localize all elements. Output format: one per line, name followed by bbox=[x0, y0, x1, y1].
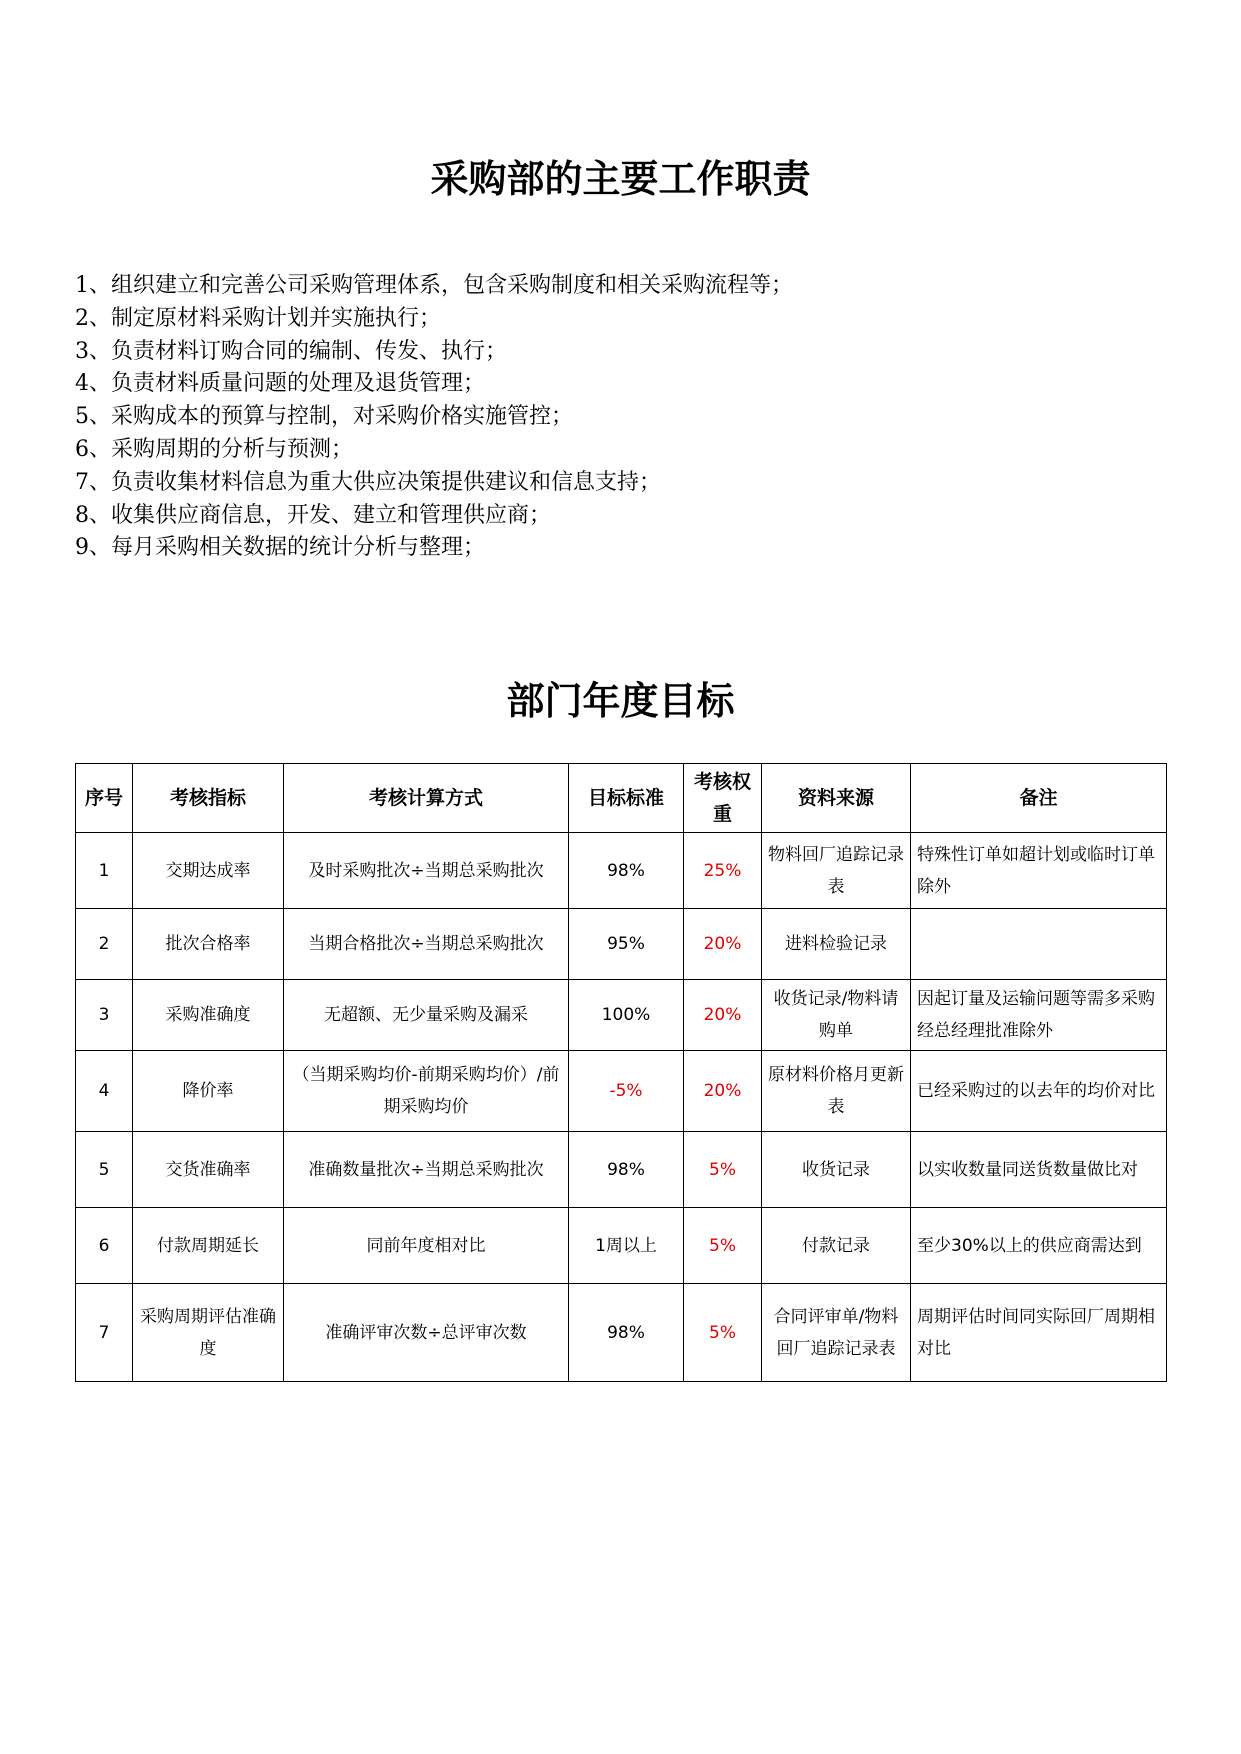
duty-item: 6、采购周期的分析与预测； bbox=[75, 436, 353, 462]
header-target: 目标标准 bbox=[569, 764, 684, 833]
cell-remark: 至少30%以上的供应商需达到 bbox=[911, 1208, 1167, 1284]
cell-weight: 20% bbox=[684, 1051, 762, 1132]
header-indicator: 考核指标 bbox=[133, 764, 284, 833]
cell-target: 98% bbox=[569, 1132, 684, 1208]
cell-weight: 5% bbox=[684, 1132, 762, 1208]
cell-index: 1 bbox=[76, 833, 133, 909]
cell-remark bbox=[911, 909, 1167, 980]
header-source: 资料来源 bbox=[762, 764, 911, 833]
table-row bbox=[76, 1051, 1167, 1132]
header-method: 考核计算方式 bbox=[284, 764, 569, 833]
header-index: 序号 bbox=[76, 764, 133, 833]
cell-target: 100% bbox=[569, 980, 684, 1051]
cell-source: 付款记录 bbox=[762, 1208, 911, 1284]
cell-method: （当期采购均价-前期采购均价）/前期采购均价 bbox=[284, 1051, 569, 1132]
header-remark: 备注 bbox=[911, 764, 1167, 833]
cell-remark: 周期评估时间同实际回厂周期相对比 bbox=[911, 1284, 1167, 1382]
duty-item: 8、收集供应商信息，开发、建立和管理供应商； bbox=[75, 502, 551, 528]
cell-target: 98% bbox=[569, 833, 684, 909]
cell-source: 进料检验记录 bbox=[762, 909, 911, 980]
cell-index: 6 bbox=[76, 1208, 133, 1284]
cell-source: 物料回厂追踪记录表 bbox=[762, 833, 911, 909]
goals-table bbox=[75, 763, 1167, 1382]
cell-method: 当期合格批次÷当期总采购批次 bbox=[284, 909, 569, 980]
cell-index: 2 bbox=[76, 909, 133, 980]
cell-source: 收货记录 bbox=[762, 1132, 911, 1208]
cell-source: 收货记录/物料请购单 bbox=[762, 980, 911, 1051]
cell-method: 及时采购批次÷当期总采购批次 bbox=[284, 833, 569, 909]
table-row bbox=[76, 1208, 1167, 1284]
duty-item: 5、采购成本的预算与控制，对采购价格实施管控； bbox=[75, 404, 573, 430]
cell-source: 原材料价格月更新表 bbox=[762, 1051, 911, 1132]
duty-item: 3、负责材料订购合同的编制、传发、执行； bbox=[75, 338, 507, 364]
cell-indicator: 采购准确度 bbox=[133, 980, 284, 1051]
cell-index: 4 bbox=[76, 1051, 133, 1132]
cell-target: 1周以上 bbox=[569, 1208, 684, 1284]
duties-title: 采购部的主要工作职责 bbox=[430, 157, 811, 201]
table-row bbox=[76, 909, 1167, 980]
table-header-row bbox=[76, 764, 1167, 833]
cell-indicator: 批次合格率 bbox=[133, 909, 284, 980]
duties-list bbox=[75, 270, 793, 565]
cell-weight: 25% bbox=[684, 833, 762, 909]
cell-index: 3 bbox=[76, 980, 133, 1051]
cell-indicator: 交期达成率 bbox=[133, 833, 284, 909]
cell-weight: 5% bbox=[684, 1284, 762, 1382]
table-row bbox=[76, 1132, 1167, 1208]
cell-target: 98% bbox=[569, 1284, 684, 1382]
header-weight: 考核权重 bbox=[684, 764, 762, 833]
cell-target: -5% bbox=[569, 1051, 684, 1132]
cell-method: 准确评审次数÷总评审次数 bbox=[284, 1284, 569, 1382]
table-row bbox=[76, 1284, 1167, 1382]
cell-remark: 以实收数量同送货数量做比对 bbox=[911, 1132, 1167, 1208]
cell-index: 7 bbox=[76, 1284, 133, 1382]
cell-remark: 特殊性订单如超计划或临时订单除外 bbox=[911, 833, 1167, 909]
cell-method: 同前年度相对比 bbox=[284, 1208, 569, 1284]
duty-item: 7、负责收集材料信息为重大供应决策提供建议和信息支持； bbox=[75, 469, 661, 495]
cell-target: 95% bbox=[569, 909, 684, 980]
cell-remark: 已经采购过的以去年的均价对比 bbox=[911, 1051, 1167, 1132]
cell-indicator: 付款周期延长 bbox=[133, 1208, 284, 1284]
cell-weight: 5% bbox=[684, 1208, 762, 1284]
cell-weight: 20% bbox=[684, 909, 762, 980]
cell-method: 无超额、无少量采购及漏采 bbox=[284, 980, 569, 1051]
table-row bbox=[76, 833, 1167, 909]
cell-remark: 因起订量及运输问题等需多采购经总经理批准除外 bbox=[911, 980, 1167, 1051]
goals-title: 部门年度目标 bbox=[506, 679, 735, 723]
duty-item: 1、组织建立和完善公司采购管理体系，包含采购制度和相关采购流程等； bbox=[75, 273, 793, 298]
cell-indicator: 采购周期评估准确度 bbox=[133, 1284, 284, 1382]
duty-item: 2、制定原材料采购计划并实施执行； bbox=[75, 305, 441, 331]
cell-index: 5 bbox=[76, 1132, 133, 1208]
cell-method: 准确数量批次÷当期总采购批次 bbox=[284, 1132, 569, 1208]
cell-indicator: 降价率 bbox=[133, 1051, 284, 1132]
table-row bbox=[76, 980, 1167, 1051]
duty-item: 9、每月采购相关数据的统计分析与整理； bbox=[75, 535, 485, 561]
cell-weight: 20% bbox=[684, 980, 762, 1051]
cell-indicator: 交货准确率 bbox=[133, 1132, 284, 1208]
duty-item: 4、负责材料质量问题的处理及退货管理； bbox=[75, 371, 485, 397]
cell-source: 合同评审单/物料回厂追踪记录表 bbox=[762, 1284, 911, 1382]
